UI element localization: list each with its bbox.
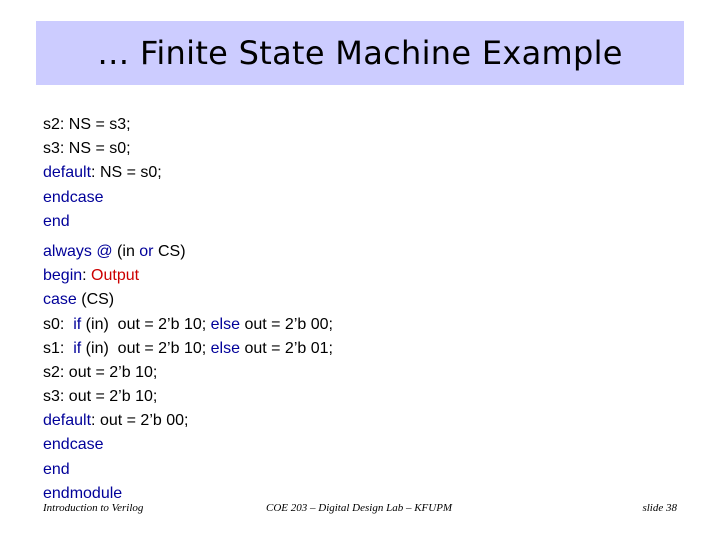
code-line (43, 240, 683, 264)
code-text: (CS) (76, 291, 115, 309)
slide-title-bar (36, 21, 684, 85)
code-keyword: always (43, 242, 92, 260)
code-text: out = 2’b 01; (240, 339, 333, 357)
code-keyword: begin (43, 267, 83, 285)
code-text: s3: NS = s0; (43, 140, 131, 158)
code-text: (in) out = 2’b 10; (81, 315, 211, 333)
code-line (43, 186, 683, 210)
code-line (43, 210, 683, 234)
code-block-next-state (43, 113, 683, 234)
code-text: : NS = s0; (91, 164, 162, 182)
code-line (43, 385, 683, 409)
code-keyword: or (139, 242, 154, 260)
code-keyword: else (210, 339, 240, 357)
code-keyword: default (43, 164, 92, 182)
code-line (43, 361, 683, 385)
code-keyword: endmodule (43, 484, 123, 502)
code-line (43, 264, 683, 288)
code-keyword: @ (96, 242, 113, 260)
code-text: s3: out = 2’b 10; (43, 388, 158, 406)
code-line (43, 161, 683, 185)
code-keyword: endcase (43, 188, 104, 206)
footer-center: COE 203 – Digital Design Lab – KFUPM (266, 502, 453, 514)
code-line (43, 337, 683, 361)
code-line (43, 458, 683, 482)
code-text: s0: (43, 315, 74, 333)
code-text: s2: out = 2’b 10; (43, 363, 158, 381)
code-text: out = 2’b 00; (240, 315, 333, 333)
slide-title: … Finite State Machine Example (97, 34, 623, 72)
code-keyword: case (43, 291, 77, 309)
code-line (43, 288, 683, 312)
code-keyword: if (73, 339, 82, 357)
code-keyword: else (210, 315, 240, 333)
code-text: s1: (43, 339, 74, 357)
code-keyword: if (73, 315, 82, 333)
code-keyword: Output (91, 267, 140, 285)
code-line (43, 137, 683, 161)
verilog-code (43, 113, 683, 506)
code-line (43, 113, 683, 137)
footer-right: slide 38 (642, 502, 677, 514)
code-text: : out = 2’b 00; (91, 412, 189, 430)
footer-left: Introduction to Verilog (43, 502, 144, 514)
code-line (43, 433, 683, 457)
code-keyword: endcase (43, 436, 104, 454)
code-text: CS) (153, 242, 186, 260)
code-keyword: default (43, 412, 92, 430)
code-keyword: end (43, 460, 70, 478)
code-text: (in (112, 242, 140, 260)
code-keyword: end (43, 212, 70, 230)
code-line (43, 313, 683, 337)
code-text: (in) out = 2’b 10; (81, 339, 211, 357)
code-text: : (82, 267, 92, 285)
code-text: s2: NS = s3; (43, 116, 131, 133)
code-block-output (43, 240, 683, 506)
code-line (43, 409, 683, 433)
